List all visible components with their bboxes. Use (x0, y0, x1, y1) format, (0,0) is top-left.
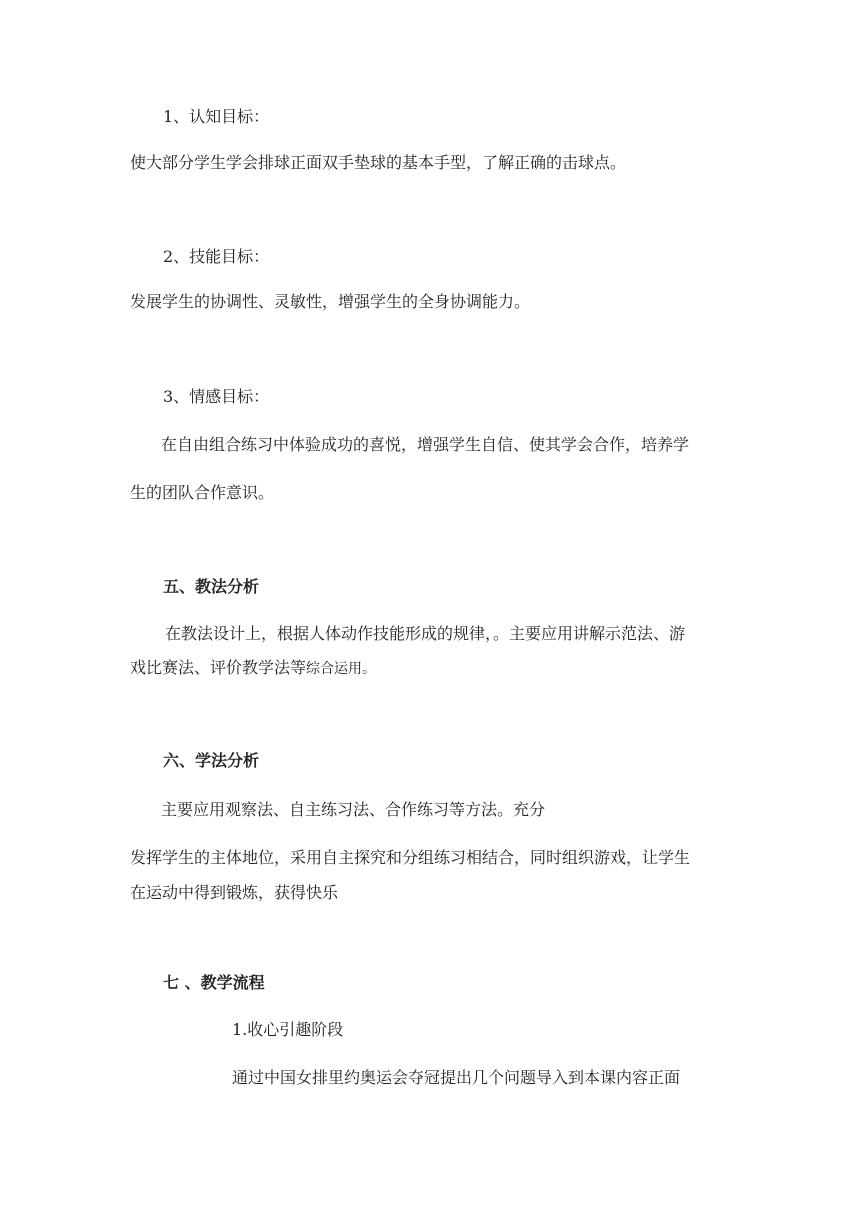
emotion-text-line1: 在自由组合练习中体验成功的喜悦，增强学生自信、使其学会合作，培养学 (161, 435, 690, 454)
skill-text: 发展学生的协调性、灵敏性，增强学生的全身协调能力。 (130, 292, 531, 311)
process-step1-text: 通过中国女排里约奥运会夺冠提出几个问题导入到本课内容正面 (232, 1068, 681, 1087)
cognitive-text: 使大部分学生学会排球正面双手垫球的基本手型，了解正确的击球点。 (130, 153, 627, 172)
method-text-line1: 在教法设计上，根据人体动作技能形成的规律，。主要应用讲解示范法、游 (165, 624, 686, 643)
method-text-line2-main: 戏比赛法、评价教学法等 (130, 658, 307, 677)
cognitive-heading: 1、认知目标： (163, 107, 270, 126)
process-step1-title: 1.收心引趣阶段 (232, 1020, 344, 1039)
learning-text-line1: 主要应用观察法、自主练习法、合作练习等方法。充分 (161, 800, 546, 819)
process-heading: 七 、教学流程 (163, 973, 265, 992)
learning-heading: 六、学法分析 (163, 751, 260, 770)
skill-heading: 2、技能目标： (163, 247, 270, 266)
method-text-line2-small: 综合运用。 (306, 661, 377, 677)
emotion-heading: 3、情感目标： (163, 387, 270, 406)
learning-text-line2: 发挥学生的主体地位，采用自主探究和分组练习相结合，同时组织游戏，让学生 (130, 848, 691, 867)
method-heading: 五、教法分析 (163, 577, 260, 596)
learning-text-line3: 在运动中得到锻炼，获得快乐 (130, 883, 339, 902)
method-text-line2 (130, 658, 376, 679)
emotion-text-line2: 生的团队合作意识。 (130, 483, 275, 502)
